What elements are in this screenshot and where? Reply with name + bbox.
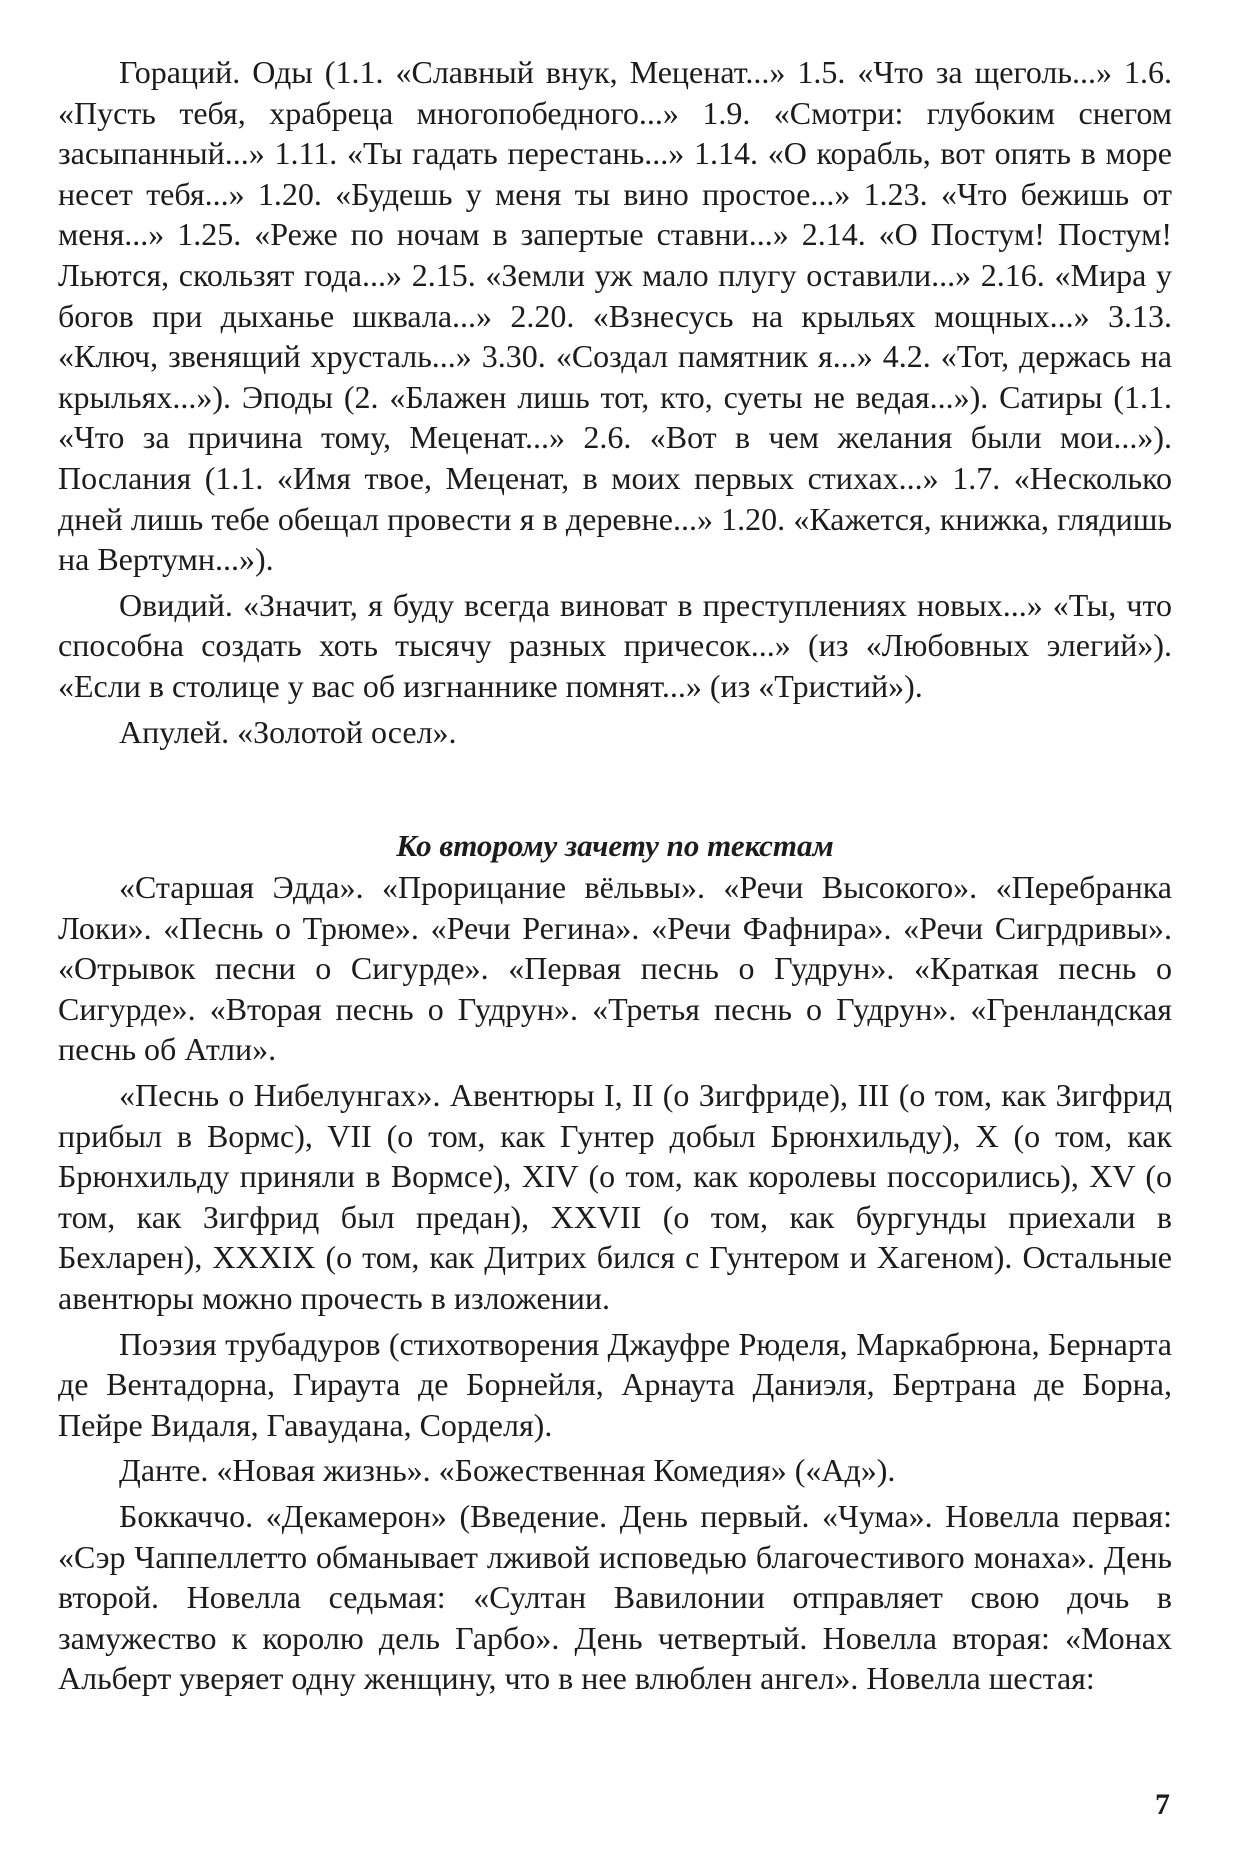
- section-spacer: [58, 757, 1172, 825]
- section-heading: Ко второму зачету по текстам: [396, 828, 834, 864]
- paragraph-nibelungen: «Песнь о Нибелунгах». Авентюры I, II (о Зигфриде), III (о том, как Зигфрид прибыл в Вормс), VII (о том, как Гунтер добыл Брюнхильду), X (о том, как Брюнхильду приняли в Вормсе), XIV (о том, как королевы поссорились), XV (о том, как Зигфрид был предан), XXVII (о том, как бургунды приехали в Бехларен), XXXIX (о том, как Дитрих бился с Гунтером и Хагеном). Остальные авентюры можно прочесть в изложении.: [58, 1077, 1172, 1317]
- paragraph-edda: «Старшая Эдда». «Прорицание вёльвы». «Речи Высокого». «Перебранка Локи». «Песнь о Трюме». «Речи Регина». «Речи Фафнира». «Речи Сигрдривы». «Отрывок песни о Сигурде». «Первая песнь о Гудрун». «Краткая песнь о Сигурде». «Вторая песнь о Гудрун». «Третья песнь о Гудрун». «Гренландская песнь об Атли».: [58, 869, 1172, 1068]
- paragraph-ovid: Овидий. «Значит, я буду всегда виноват в преступлениях новых...» «Ты, что способна создать хоть тысячу разных причесок...» (из «Любовных элегий»). «Если в столице у вас об изгнаннике помнят...» (из «Тристий»).: [58, 586, 1172, 704]
- paragraph-horace: Гораций. Оды (1.1. «Славный внук, Меценат...» 1.5. «Что за щеголь...» 1.6. «Пусть тебя, храбреца многопобедного...» 1.9. «Смотри: глубоким снегом засыпанный...» 1.11. «Ты гадать перестань...» 1.14. «О корабль, вот опять в море несет тебя...» 1.20. «Будешь у меня ты вино простое...» 1.23. «Что бежишь от меня...» 1.25. «Реже по ночам в запертые ставни...» 2.14. «О Постум! Постум! Льются, скользят года...» 2.15. «Земли уж мало плугу оставили...» 2.16. «Мира у богов при дыханье шквала...» 2.20. «Взнесусь на крыльях мощных...» 3.13. «Ключ, звенящий хрусталь...» 3.30. «Создал памятник я...» 4.2. «Тот, держась на крыльях...»). Эподы (2. «Блажен лишь тот, кто, суеты не ведая...»). Сатиры (1.1. «Что за причина тому, Меценат...» 2.6. «Вот в чем желания были мои...»). Послания (1.1. «Имя твое, Меценат, в моих первых стихах...» 1.7. «Несколько дней лишь тебе обещал провести я в деревне...» 1.20. «Кажется, книжка, глядишь на Вертумн...»).: [58, 54, 1172, 578]
- paragraph-troubadours: Поэзия трубадуров (стихотворения Джауфре Рюделя, Маркабрюна, Бернарта де Вентадорна, Гираута де Борнейля, Арнаута Даниэля, Бертрана де Борна, Пейре Видаля, Гавaудана, Сорделя).: [58, 1325, 1172, 1443]
- page-number: 7: [1155, 1788, 1170, 1821]
- paragraph-boccaccio: Боккаччо. «Декамерон» (Введение. День первый. «Чума». Новелла первая: «Сэр Чаппеллетто обманывает лживой исповедью благочестивого монаха». День второй. Новелла седьмая: «Султан Вавилонии отправляет свою дочь в замужество к королю дель Гарбо». День четвертый. Новелла вторая: «Монах Альберт уверяет одну женщину, что в нее влюблен ангел». Новелла шестая:: [58, 1498, 1172, 1697]
- paragraph-dante: Данте. «Новая жизнь». «Божественная Комедия» («Ад»).: [119, 1452, 896, 1489]
- page-body: [58, 52, 1172, 1704]
- paragraph-apuleius: Апулей. «Золотой осел».: [119, 713, 457, 750]
